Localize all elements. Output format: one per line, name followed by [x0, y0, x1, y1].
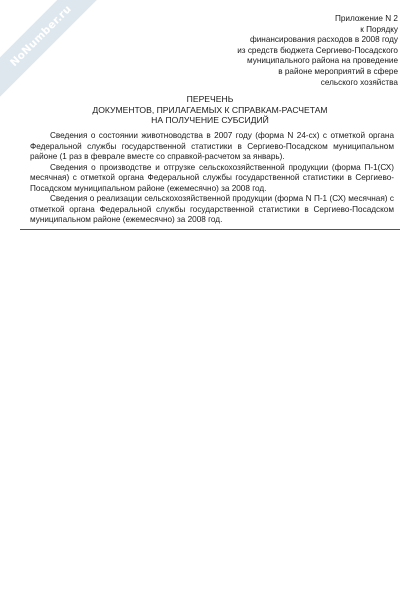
appendix-header	[158, 14, 398, 88]
document-list	[30, 131, 394, 226]
appendix-line: к Порядку	[360, 24, 398, 34]
appendix-line: муниципального района на проведение	[247, 56, 398, 66]
title-line: НА ПОЛУЧЕНИЕ СУБСИДИЙ	[151, 115, 269, 126]
watermark-text: NoNumber.ru	[7, 2, 75, 70]
appendix-line: в районе мероприятий в сфере	[278, 66, 398, 76]
title-line: ПЕРЕЧЕНЬ	[186, 94, 234, 104]
list-item: Сведения о производстве и отгрузке сельскохозяйственной продукции (форма П-1(СХ) месячная) с отметкой органа Федеральной службы государственной статистики в Сергиево-Посадском муниципальном районе (ежемесячно) за 2008 год.	[30, 162, 394, 193]
appendix-line: Приложение N 2	[334, 14, 398, 23]
title-line: ДОКУМЕНТОВ, ПРИЛАГАЕМЫХ К СПРАВКАМ-РАСЧЕТАМ	[92, 104, 328, 115]
document-title	[20, 94, 400, 126]
appendix-line: сельского хозяйства	[320, 77, 398, 87]
divider	[20, 229, 400, 230]
appendix-line: финансирования расходов в 2008 году	[250, 35, 398, 45]
list-item: Сведения о состоянии животноводства в 2007 году (форма N 24-сх) с отметкой органа Федеральной службы государственной статистики в Сергиево-Посадском муниципальном районе (1 раз в феврале вместе со справкой-расчетом за январь).	[30, 131, 394, 161]
appendix-line: из средств бюджета Сергиево-Посадского	[237, 45, 398, 55]
list-item: Сведения о реализации сельскохозяйственной продукции (форма N П-1 (СХ) месячная) с отметкой органа Федеральной службы государственной статистики в Сергиево-Посадском муниципальном районе (ежемесячно) за 2008 год.	[30, 194, 394, 224]
